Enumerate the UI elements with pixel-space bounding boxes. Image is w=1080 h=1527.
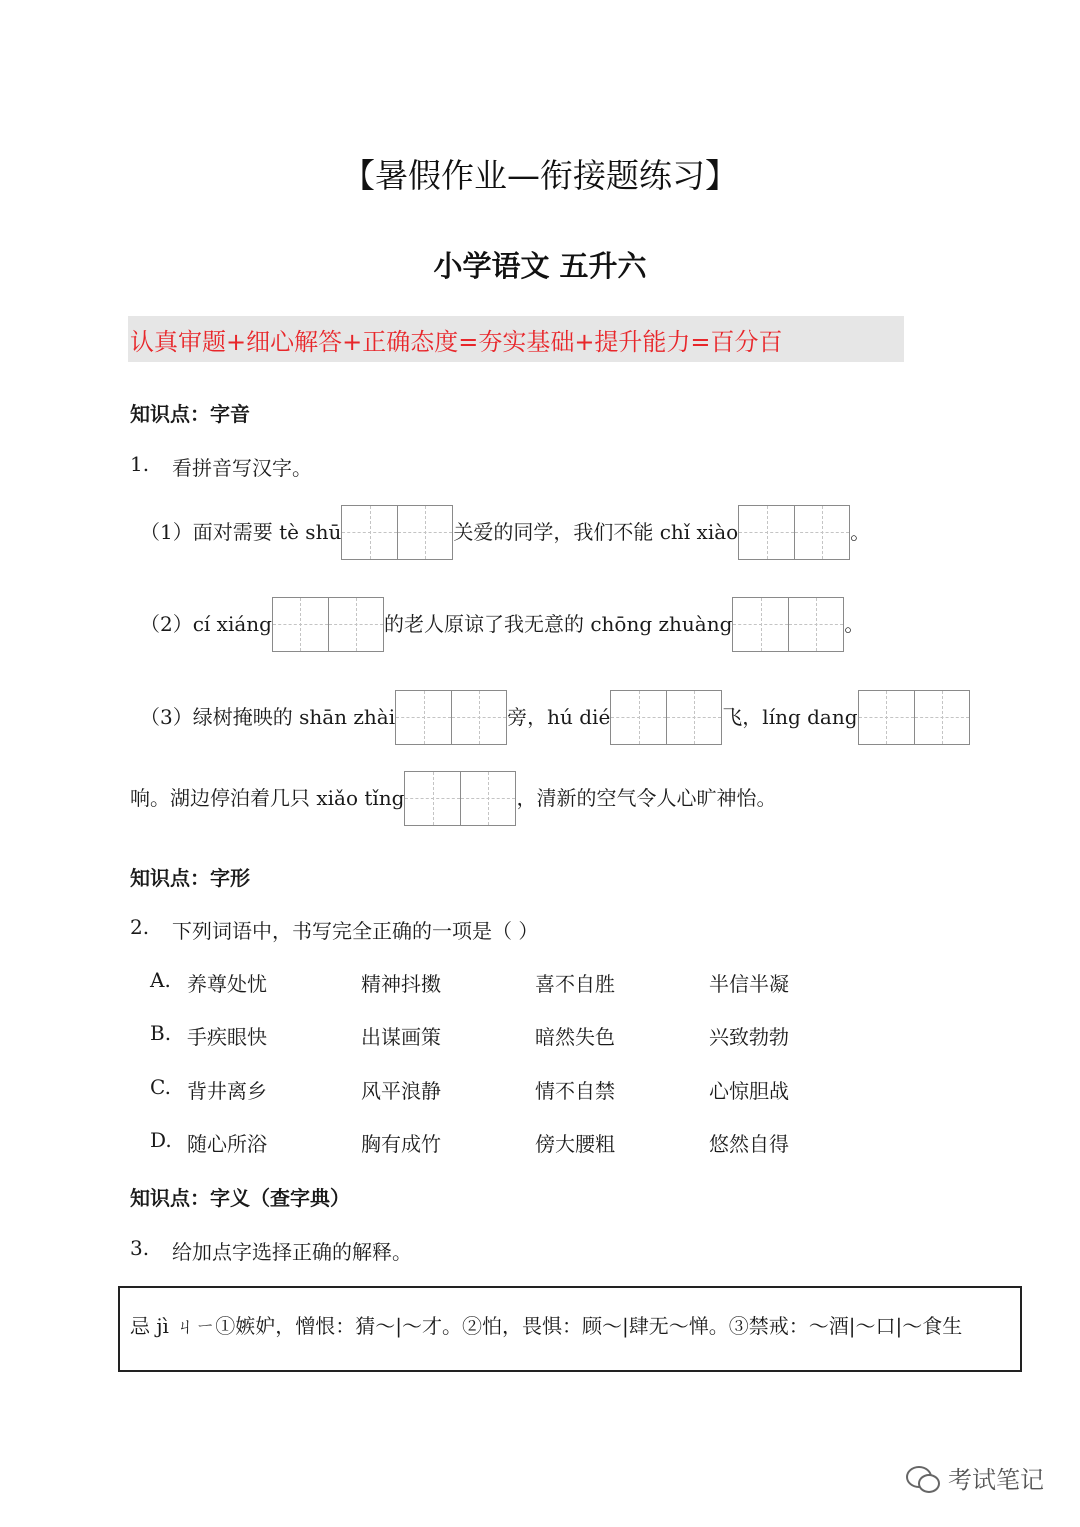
question-1-line-4: [130, 769, 776, 827]
page-subtitle: 小学语文 五升六: [433, 249, 647, 283]
option-word: 养尊处忧: [187, 972, 267, 996]
line-text: 飞，líng dang: [722, 705, 858, 729]
question-1-line-3: [140, 688, 970, 746]
answer-grid[interactable]: [341, 505, 453, 560]
option-word: 兴致勃勃: [709, 1025, 789, 1049]
option-label: B.: [150, 1021, 172, 1045]
question-2-stem: 下列词语中，书写完全正确的一项是（ ）: [172, 919, 539, 943]
line-text: ，清新的空气令人心旷神怡。: [516, 786, 777, 810]
option-word: 风平浪静: [361, 1079, 441, 1103]
option-word: 心惊胆战: [709, 1079, 789, 1103]
line-text: 关爱的同学，我们不能 chǐ xiào: [453, 520, 739, 544]
page-title: 【暑假作业—衔接题练习】: [342, 156, 738, 195]
option-word: 悠然自得: [709, 1132, 789, 1156]
line-text: 。: [844, 612, 865, 636]
question-1-line-2: [140, 595, 864, 653]
option-b[interactable]: [0, 1021, 1080, 1047]
line-text: 。: [850, 520, 871, 544]
watermark: [906, 1460, 1044, 1495]
option-word: 胸有成竹: [361, 1132, 441, 1156]
option-word: 傍大腰粗: [535, 1132, 615, 1156]
knowledge-point-glyph: 知识点：字形: [130, 866, 250, 890]
option-word: 喜不自胜: [535, 972, 615, 996]
line-text: （3）绿树掩映的 shān zhài: [140, 705, 396, 729]
line-text: （2）cí xiáng: [140, 612, 272, 636]
answer-grid[interactable]: [404, 771, 516, 826]
question-1-line-1: [140, 503, 870, 561]
line-text: 的老人原谅了我无意的 chōng zhuàng: [383, 612, 733, 636]
answer-grid[interactable]: [272, 597, 384, 652]
wechat-logo-icon: [906, 1464, 940, 1492]
motto-text: 认真审题+细心解答+正确态度=夯实基础+提升能力=百分百: [130, 328, 783, 356]
question-1-stem: 看拼音写汉字。: [172, 456, 312, 480]
answer-grid[interactable]: [395, 690, 507, 745]
option-word: 随心所浴: [187, 1132, 267, 1156]
line-text: 旁，hú dié: [507, 705, 611, 729]
option-word: 情不自禁: [535, 1079, 615, 1103]
answer-grid[interactable]: [732, 597, 844, 652]
line-text: （1）面对需要 tè shū: [140, 520, 342, 544]
option-c[interactable]: [0, 1075, 1080, 1101]
answer-grid[interactable]: [858, 690, 970, 745]
option-d[interactable]: [0, 1128, 1080, 1154]
question-3-stem: 给加点字选择正确的解释。: [172, 1240, 412, 1264]
option-word: 手疾眼快: [187, 1025, 267, 1049]
option-word: 半信半凝: [709, 972, 789, 996]
option-word: 背井离乡: [187, 1079, 267, 1103]
option-word: 暗然失色: [535, 1025, 615, 1049]
option-word: 精神抖擞: [361, 972, 441, 996]
option-label: D.: [150, 1128, 172, 1152]
option-label: A.: [150, 968, 171, 992]
option-word: 出谋画策: [361, 1025, 441, 1049]
answer-grid[interactable]: [610, 690, 722, 745]
option-label: C.: [150, 1075, 171, 1099]
knowledge-point-meaning: 知识点：字义（查字典）: [130, 1186, 350, 1210]
line-text: 响。湖边停泊着几只 xiǎo tǐng: [130, 786, 405, 810]
dictionary-entry-text: 忌 jì ㄐㄧ①嫉妒，憎恨：猜～|～才。②怕，畏惧：顾～|肆无～惮。③禁戒：～酒|～口|～食生: [130, 1314, 963, 1338]
question-3-number: 3.: [130, 1236, 150, 1260]
question-1-number: 1.: [130, 452, 150, 476]
knowledge-point-pronunciation: 知识点：字音: [130, 402, 250, 426]
option-a[interactable]: [0, 968, 1080, 994]
answer-grid[interactable]: [738, 505, 850, 560]
watermark-text: 考试笔记: [948, 1466, 1044, 1494]
question-2-number: 2.: [130, 915, 150, 939]
